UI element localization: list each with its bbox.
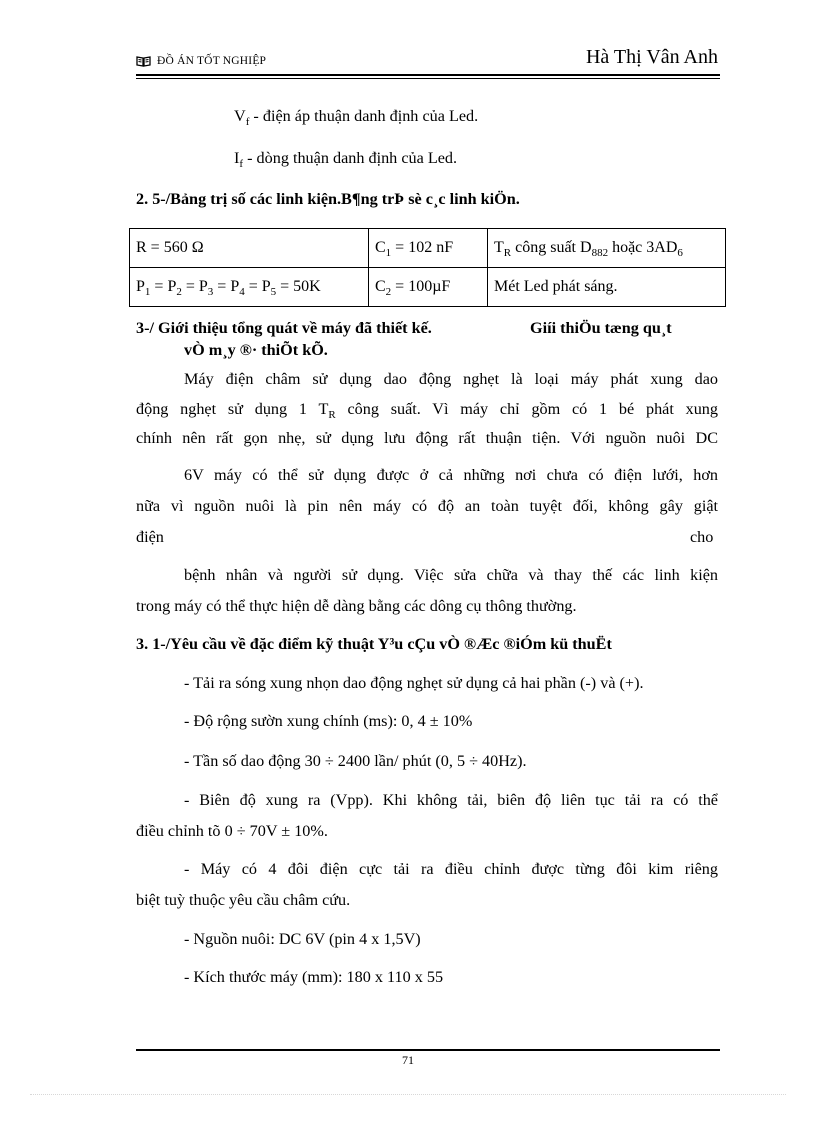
section-heading-2-5: 2. 5-/Bảng trị số các linh kiện.B¶ng trÞ sè c¸c linh kiÖn. <box>136 190 520 208</box>
section-heading-3-1: 3. 1-/Yêu cầu về đặc điểm kỹ thuật Y³u cÇu vÒ ®Æc ®iÓm kü thuËt <box>136 635 612 653</box>
spec-item: - Máy có 4 đôi điện cực tải ra điều chỉnh được từng đôi kim riêng <box>184 860 718 878</box>
table-row <box>130 229 726 268</box>
table-row <box>130 268 726 307</box>
spec-item: - Nguồn nuôi: DC 6V (pin 4 x 1,5V) <box>184 930 421 948</box>
page-edge <box>30 1094 786 1095</box>
table-cell: $C_2 = 100\mu F$ <box>369 268 488 307</box>
table-cell: $T_R$ công suất $D_{882}$ hoặc $3AD_6$ <box>488 229 726 268</box>
spec-item-cont: điều chỉnh tõ 0 ÷ 70V ± 10%. <box>136 822 328 840</box>
paragraph-line: Máy điện châm sử dụng dao động nghẹt là loại máy phát xung dao <box>184 370 718 388</box>
paragraph-word: cho <box>690 528 714 546</box>
spec-item: - Kích thước máy (mm): 180 x 110 x 55 <box>184 968 444 986</box>
spec-item: - Tần số dao động 30 ÷ 2400 lần/ phút (0, 5 ÷ 40Hz). <box>184 752 527 770</box>
paragraph-line: trong máy có thể thực hiện dễ dàng bằng các dông cụ thông thường. <box>136 597 577 615</box>
header-left <box>136 55 266 67</box>
section-heading-3-c: vÒ m¸y ®· thiÕt kÕ. <box>184 341 328 359</box>
book-icon <box>136 55 151 67</box>
spec-item-cont: biệt tuỳ thuộc yêu cầu châm cứu. <box>136 891 351 909</box>
header-author: Hà Thị Vân Anh <box>585 46 718 68</box>
spec-item: - Tải ra sóng xung nhọn dao động nghẹt sử dụng cả hai phần (-) và (+). <box>184 674 644 692</box>
table-cell: Mét Led phát sáng. <box>488 268 726 307</box>
header-title: ĐỒ ÁN TỐT NGHIỆP <box>157 55 267 67</box>
header-rule <box>136 74 720 76</box>
table-cell: $P_1 = P_2 = P_3 = P_4 = P_5 = 50K$ <box>130 268 369 307</box>
table-cell: $C_1 = 102$ nF <box>369 229 488 268</box>
paragraph-line: chính nên rất gọn nhẹ, sử dụng lưu động rất thuận tiện. Với nguồn nuôi DC <box>136 429 718 447</box>
def-vf: $V_f$ - điện áp thuận danh định của Led. <box>234 107 479 128</box>
paragraph-line: bệnh nhân và người sử dụng. Việc sửa chữa và thay thế các linh kiện <box>184 566 718 584</box>
spec-item: - Biên độ xung ra (Vpp). Khi không tải, biên độ liên tục tải ra có thể <box>184 791 718 809</box>
spec-item: - Độ rộng sườn xung chính (ms): 0, 4 ± 10% <box>184 712 473 730</box>
paragraph-line: động nghẹt sử dụng 1 $T_R$ công suất. Vì máy chỉ gồm có 1 bé phát xung <box>136 400 718 421</box>
paragraph-line: nữa vì nguồn nuôi là pin nên máy có độ an toàn tuyệt đối, không gây giật <box>136 497 718 515</box>
section-heading-3-b: Giíi thiÖu tæng qu¸t <box>530 319 672 337</box>
parts-table <box>129 228 726 307</box>
paragraph-line: 6V máy có thể sử dụng được ở cả những nơi chưa có điện lưới, hơn <box>184 466 718 484</box>
def-if: $I_f$ - dòng thuận danh định của Led. <box>234 149 458 170</box>
paragraph-word: điện <box>136 528 164 546</box>
section-heading-3-a: 3-/ Giới thiệu tổng quát về máy đã thiết kế. <box>136 319 432 337</box>
table-cell: R = 560 Ω <box>130 229 369 268</box>
header-rule-thin <box>136 78 720 79</box>
footer-rule <box>136 1049 720 1051</box>
page-number: 71 <box>402 1053 414 1067</box>
